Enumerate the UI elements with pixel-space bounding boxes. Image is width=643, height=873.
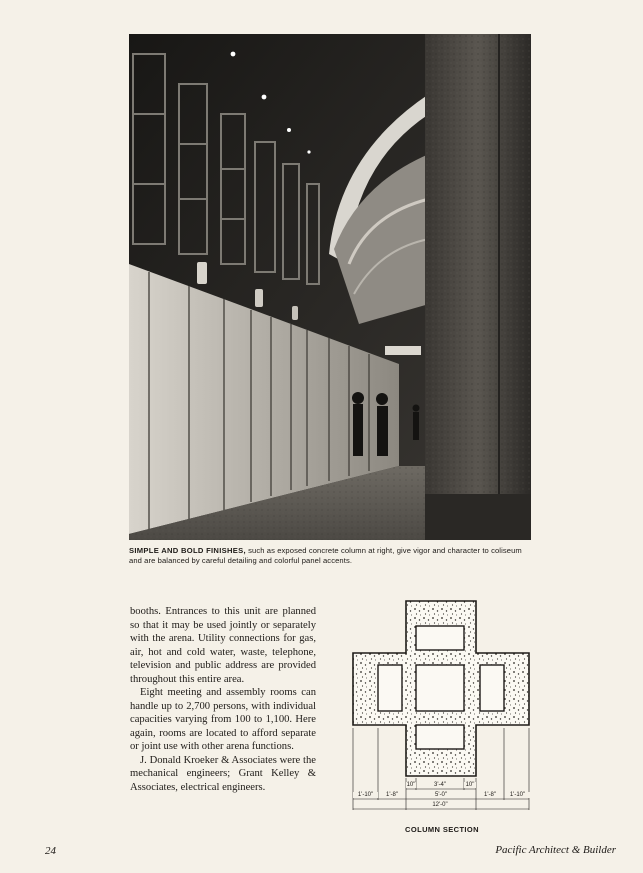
concourse-photo xyxy=(129,34,531,540)
body-column xyxy=(130,605,316,794)
body-paragraph: Eight meeting and assembly rooms can handle up to 2,700 persons, with individual capacities varying from 100 to 1,100. Here again, rooms are located to afford separate or joint use with other arena functions. xyxy=(130,687,316,752)
bottom-void xyxy=(416,725,464,749)
dim-overall: 12'-0" xyxy=(420,802,460,808)
dim-left-arm: 1'-8" xyxy=(379,792,405,798)
photo-caption xyxy=(129,546,531,566)
page-number: 24 xyxy=(45,845,56,857)
diagram-title: COLUMN SECTION xyxy=(405,825,479,834)
top-void xyxy=(416,626,464,650)
dim-right-arm: 1'-8" xyxy=(477,792,503,798)
running-footer: Pacific Architect & Builder xyxy=(495,844,616,856)
dim-outer-left: 1'-10" xyxy=(353,792,378,798)
dim-inner-mid: 3'-4" xyxy=(420,782,460,788)
body-paragraph: J. Donald Kroeker & Associates were the mechanical engineers; Grant Kelley & Associates, electrical engineers. xyxy=(130,754,316,793)
right-void xyxy=(480,665,504,711)
caption-lead: SIMPLE AND BOLD FINISHES, xyxy=(129,546,246,555)
center-void xyxy=(416,665,464,711)
dim-inner-left: 10" xyxy=(406,782,416,788)
caption-text: such as exposed concrete column at right, give vigor and character to coliseum and are balanced by careful detailing and colorful panel accents. xyxy=(129,546,522,565)
dim-inner-right: 10" xyxy=(465,782,475,788)
concourse-photo-art xyxy=(129,34,531,540)
dim-outer-right: 1'-10" xyxy=(505,792,530,798)
dim-center: 5'-0" xyxy=(421,792,461,798)
body-paragraph: booths. Entrances to this unit are planned so that it may be used jointly or separately with the arena. Utility connections for gas, air, hot and cold water, waste, telephone, television and public address are provided throughout this entire area. xyxy=(130,606,316,685)
column-section-diagram xyxy=(350,598,534,820)
left-void xyxy=(378,665,402,711)
